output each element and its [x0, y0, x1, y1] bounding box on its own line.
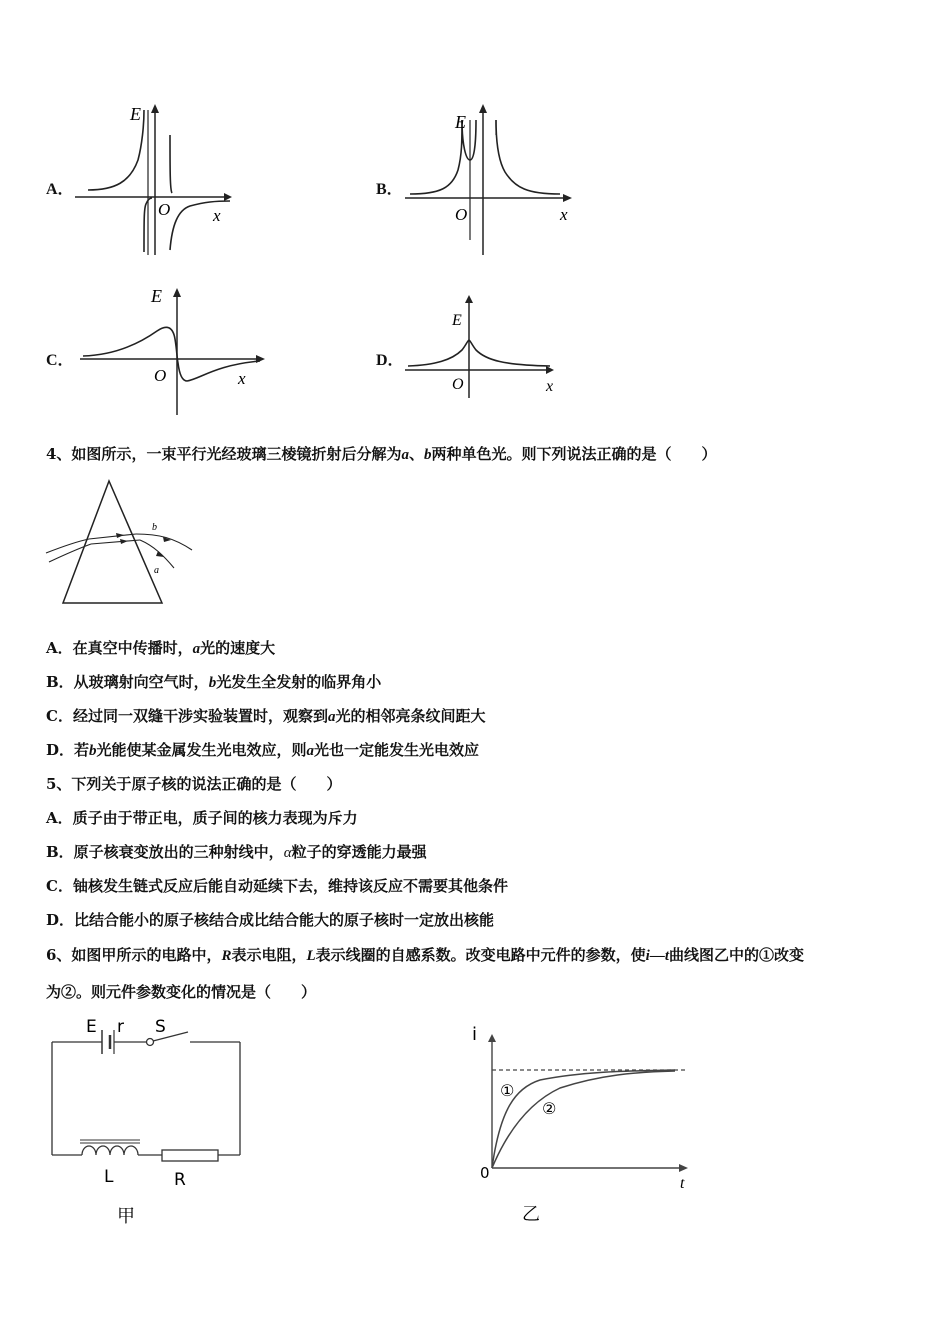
svg-text:E: E — [151, 286, 162, 306]
resistor — [162, 1150, 218, 1161]
axis-e-label: E — [130, 104, 141, 124]
svg-text:E: E — [455, 112, 466, 132]
ray-b-label: b — [152, 522, 157, 533]
q5-option-c[interactable]: C．铀核发生链式反应后能自动延续下去，维持该反应不需要其他条件 — [46, 877, 508, 895]
axis-t-label: t — [680, 1175, 685, 1192]
label-l: L — [104, 1167, 114, 1187]
origin-label: 0 — [480, 1164, 490, 1182]
x-arrow — [224, 193, 232, 201]
label-r-internal: r — [117, 1017, 124, 1037]
q6-stem-line1: 6、如图甲所示的电路中，R表示电阻，L表示线圈的自感系数。改变电路中元件的参数，使i—t曲线图乙中的①改变 — [46, 946, 805, 964]
inductor-coil — [82, 1146, 138, 1155]
label-r: R — [174, 1170, 186, 1190]
option-c-label: C． — [46, 352, 74, 369]
q4-stem: 4、如图所示，一束平行光经玻璃三棱镜折射后分解为a、b两种单色光。则下列说法正确的是（ ） — [46, 445, 717, 463]
svg-text:x: x — [546, 378, 554, 395]
circuit-diagram — [40, 1010, 260, 1235]
graph-b — [400, 100, 580, 260]
q6-stem-line2: 为②。则元件参数变化的情况是（ ） — [46, 983, 317, 1001]
q5-option-b[interactable]: B．原子核衰变放出的三种射线中，α粒子的穿透能力最强 — [46, 843, 427, 861]
curve-1 — [492, 1070, 675, 1168]
caption-yi: 乙 — [522, 1204, 540, 1225]
ray-a-label: a — [154, 565, 159, 576]
q4-option-c[interactable]: C．经过同一双缝干涉实验装置时，观察到a光的相邻亮条纹间距大 — [46, 707, 486, 725]
q5-option-d[interactable]: D．比结合能小的原子核结合成比结合能大的原子核时一定放出核能 — [46, 911, 495, 929]
q4-option-b[interactable]: B．从玻璃射向空气时，b光发生全发射的临界角小 — [46, 673, 382, 691]
graph-d — [400, 290, 570, 405]
graph-a — [70, 100, 240, 260]
svg-text:x: x — [560, 205, 568, 224]
svg-text:O: O — [455, 205, 468, 224]
curve-2-label: ② — [542, 1099, 557, 1118]
label-e: E — [86, 1017, 97, 1037]
origin-label: O — [158, 200, 171, 219]
y-arrow — [151, 104, 159, 113]
curve-right-up — [170, 135, 172, 193]
prism-figure — [44, 478, 204, 608]
caption-jia: 甲 — [117, 1206, 135, 1227]
svg-text:O: O — [154, 366, 167, 385]
q5-stem: 5、下列关于原子核的说法正确的是（ ） — [46, 775, 342, 793]
it-graph — [470, 1020, 700, 1235]
graph-c — [75, 283, 270, 418]
svg-text:E: E — [452, 312, 462, 329]
curve-right-down — [170, 201, 230, 250]
option-b-label: B． — [376, 181, 403, 198]
switch-pivot — [147, 1039, 154, 1046]
q4-option-a[interactable]: A．在真空中传播时，a光的速度大 — [46, 639, 276, 657]
axis-i-label: i — [472, 1024, 478, 1045]
label-s: S — [155, 1017, 166, 1037]
axis-x-label: x — [213, 206, 221, 225]
curve-2 — [492, 1071, 675, 1168]
svg-text:x: x — [238, 369, 246, 388]
curve-1-label: ① — [500, 1081, 515, 1100]
option-d-label: D． — [376, 352, 404, 369]
option-a-label: A． — [46, 181, 74, 198]
q5-option-a[interactable]: A．质子由于带正电，质子间的核力表现为斥力 — [46, 809, 358, 827]
svg-text:O: O — [452, 376, 464, 393]
q4-option-d[interactable]: D．若b光能使某金属发生光电效应，则a光也一定能发生光电效应 — [46, 741, 480, 759]
